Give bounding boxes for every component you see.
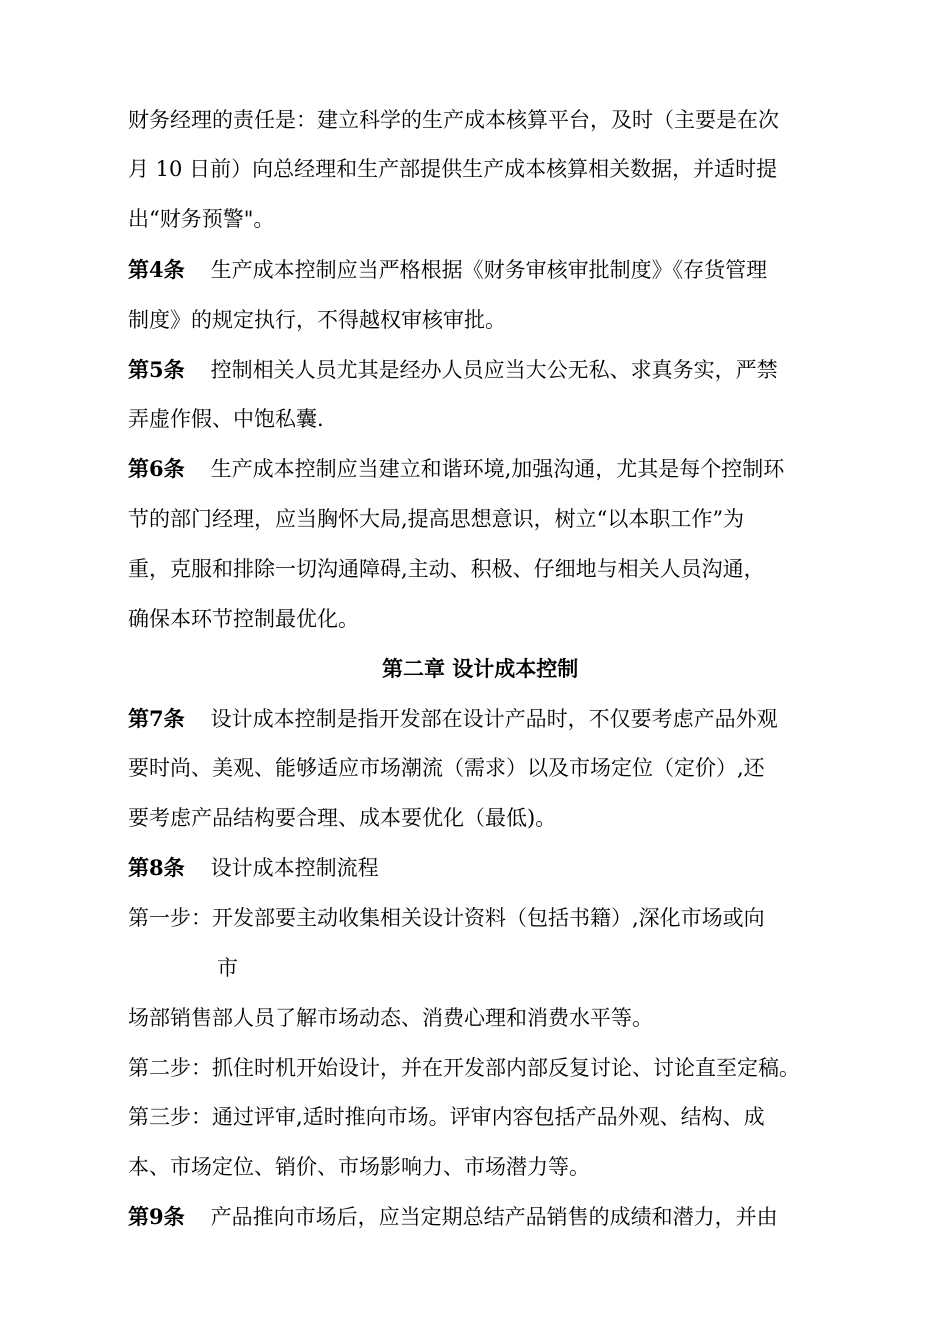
text-line: 财务经理的责任是：建立科学的生产成本核算平台，及时（主要是在次 <box>128 108 779 132</box>
article-4 <box>128 257 767 283</box>
article-7 <box>128 706 778 732</box>
article-text: 设计成本控制流程 <box>210 856 379 880</box>
text-line: 弄虚作假、中饱私囊. <box>128 407 324 431</box>
article-number: 第9条 <box>128 1204 185 1229</box>
article-text: 生产成本控制应当建立和谐环境,加强沟通，尤其是每个控制环 <box>210 457 785 481</box>
text-line: 要时尚、美观、能够适应市场潮流（需求）以及市场定位（定价）,还 <box>128 756 765 780</box>
article-9 <box>128 1204 778 1230</box>
text-line: 场部销售部人员了解市场动态、消费心理和消费水平等。 <box>128 1006 653 1030</box>
article-text: 生产成本控制应当严格根据《财务审核审批制度》《存货管理 <box>210 258 768 282</box>
text-line: 制度》的规定执行，不得越权审核审批。 <box>128 308 506 332</box>
article-number: 第4条 <box>128 257 185 282</box>
article-number: 第5条 <box>128 357 185 382</box>
step-2: 第二步：抓住时机开始设计，并在开发部内部反复讨论、讨论直至定稿。 <box>128 1056 800 1080</box>
article-text: 设计成本控制是指开发部在设计产品时，不仅要考虑产品外观 <box>210 707 778 731</box>
article-text: 产品推向市场后，应当定期总结产品销售的成绩和潜力，并由 <box>210 1205 778 1229</box>
article-8 <box>128 855 379 881</box>
text-line: 重，克服和排除一切沟通障碍,主动、积极、仔细地与相关人员沟通， <box>128 557 765 581</box>
step-1: 第一步：开发部要主动收集相关设计资料（包括书籍）,深化市场或向 <box>128 906 765 930</box>
text-line: 本、市场定位、销价、市场影响力、市场潜力等。 <box>128 1155 590 1179</box>
article-number: 第8条 <box>128 855 185 880</box>
text-line: 节的部门经理，应当胸怀大局,提高思想意识，树立“以本职工作”为 <box>128 507 745 531</box>
article-number: 第6条 <box>128 456 185 481</box>
text-line: 出“财务预警"。 <box>128 207 275 231</box>
chapter-heading: 第二章 设计成本控制 <box>382 656 579 681</box>
article-6 <box>128 456 784 482</box>
article-5 <box>128 357 778 383</box>
text-line: 月 10 日前）向总经理和生产部提供生产成本核算相关数据，并适时提 <box>128 157 778 181</box>
article-text: 控制相关人员尤其是经办人员应当大公无私、求真务实，严禁 <box>210 358 778 382</box>
text-line: 确保本环节控制最优化。 <box>128 607 359 631</box>
text-line: 市 <box>217 956 238 980</box>
text-line: 要考虑产品结构要合理、成本要优化（最低)。 <box>128 806 557 830</box>
step-3: 第三步：通过评审,适时推向市场。评审内容包括产品外观、结构、成 <box>128 1105 765 1129</box>
article-number: 第7条 <box>128 706 185 731</box>
